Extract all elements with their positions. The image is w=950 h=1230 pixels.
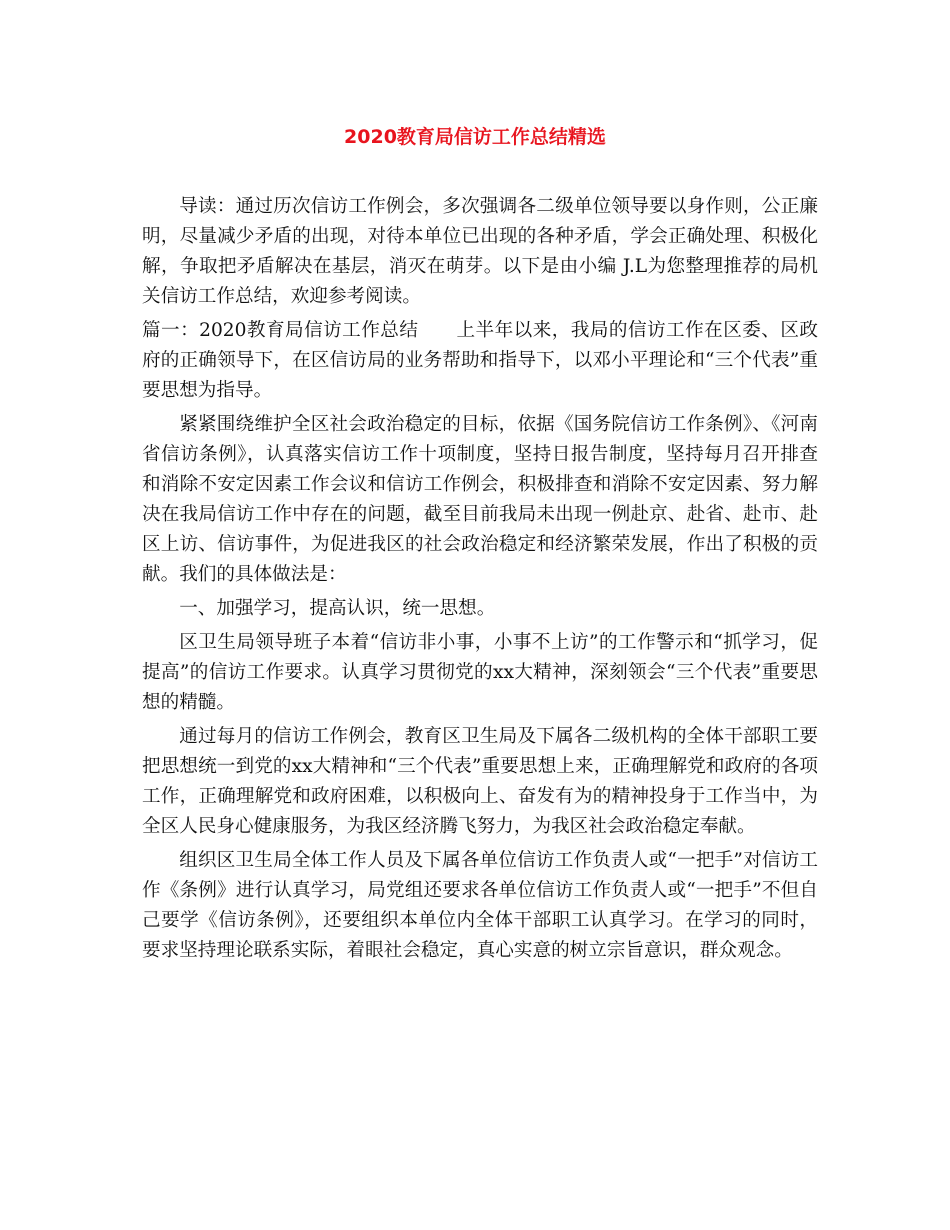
document-title: 2020教育局信访工作总结精选 (344, 126, 606, 148)
section-heading-1: 一、加强学习，提高认识，统一思想。 (179, 598, 496, 619)
paragraph-organize: 组织区卫生局全体工作人员及下属各单位信访工作负责人或“一把手”对信访工作《条例》进行认真学习，局党组还要求各单位信访工作负责人或“一把手”不但自己要学《信访条例》，还要组织本单位内全体干部职工认真学习。在学习的同时，要求坚持理论联系实际，着眼社会稳定，真心实意的树立宗旨意识，群众观念。 (142, 850, 818, 961)
paragraph-part-one: 篇一：2020教育局信访工作总结 上半年以来，我局的信访工作在区委、区政府的正确领导下，在区信访局的业务帮助和指导下，以邓小平理论和“三个代表”重要思想为指导。 (142, 320, 818, 401)
paragraph-meetings: 通过每月的信访工作例会，教育区卫生局及下属各二级机构的全体干部职工要把思想统一到党的xx大精神和“三个代表”重要思想上来，正确理解党和政府的各项工作，正确理解党和政府困难，以积极向上、奋发有为的精神投身于工作当中，为全区人民身心健康服务，为我区经济腾飞努力，为我区社会政治稳定奉献。 (142, 726, 818, 837)
paragraph-intro: 导读：通过历次信访工作例会，多次强调各二级单位领导要以身作则，公正廉明，尽量减少矛盾的出现，对待本单位已出现的各种矛盾，学会正确处理、积极化解，争取把矛盾解决在基层，消灭在萌芽。以下是由小编 J.L为您整理推荐的局机关信访工作总结，欢迎参考阅读。 (142, 196, 818, 307)
document-body (142, 192, 818, 970)
paragraph-goals: 紧紧围绕维护全区社会政治稳定的目标，依据《国务院信访工作条例》、《河南省信访条例》，认真落实信访工作十项制度，坚持日报告制度，坚持每月召开排查和消除不安定因素工作会议和信访工作例会，积极排查和消除不安定因素、努力解决在我局信访工作中存在的问题，截至目前我局未出现一例赴京、赴省、赴市、赴区上访、信访事件，为促进我区的社会政治稳定和经济繁荣发展，作出了积极的贡献。我们的具体做法是： (142, 414, 818, 585)
paragraph-study: 区卫生局领导班子本着“信访非小事，小事不上访”的工作警示和“抓学习，促提高”的信访工作要求。认真学习贯彻党的xx大精神，深刻领会“三个代表”重要思想的精髓。 (142, 632, 818, 713)
